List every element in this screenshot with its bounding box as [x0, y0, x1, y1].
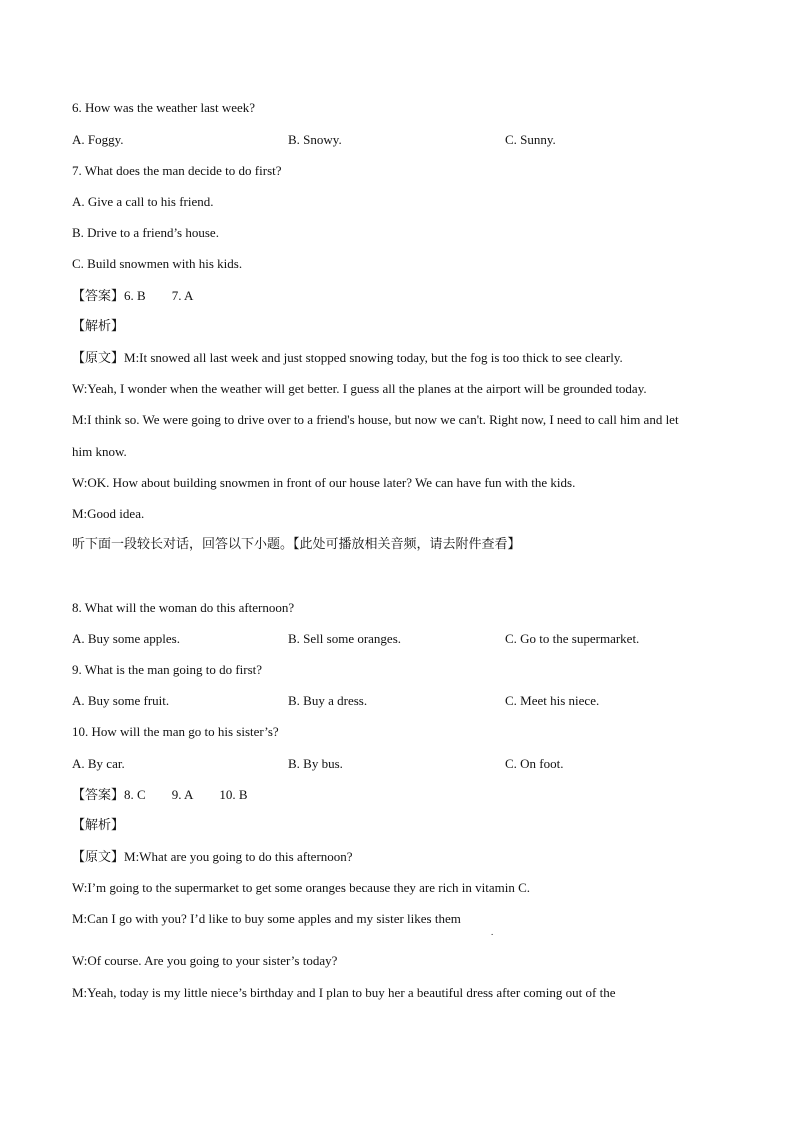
question-9: 9. What is the man going to do first?	[72, 662, 263, 677]
transcript-1-line-1	[72, 350, 623, 367]
analysis-tag-2: 【解析】	[72, 818, 125, 833]
stray-period: .	[491, 927, 494, 937]
q9-option-b: B. Buy a dress.	[288, 693, 368, 708]
q7-option-c: C. Build snowmen with his kids.	[72, 256, 243, 271]
answer-block-2	[72, 787, 248, 804]
q7-option-b: B. Drive to a friend’s house.	[72, 225, 219, 240]
transcript-2-line-5: M:Yeah, today is my little niece’s birthday and I plan to buy her a beautiful dress after coming out of the	[72, 985, 616, 1000]
transcript-tag: 【原文】	[72, 850, 125, 865]
transcript-1-line-5: W:OK. How about building snowmen in front of our house later? We can have fun with the kids.	[72, 475, 576, 490]
listening-instruction: 听下面一段较长对话，回答以下小题。【此处可播放相关音频，请去附件查看】	[72, 537, 521, 552]
answer-tag: 【答案】	[72, 788, 125, 803]
answer-tag: 【答案】	[72, 289, 125, 304]
q8-option-b: B. Sell some oranges.	[288, 631, 402, 646]
answer-item: 7. A	[171, 288, 194, 303]
question-7: 7. What does the man decide to do first?	[72, 163, 282, 178]
transcript-2-line-2: W:I’m going to the supermarket to get some oranges because they are rich in vitamin C.	[72, 880, 530, 895]
transcript-2-line-3: M:Can I go with you? I’d like to buy some apples and my sister likes them	[72, 911, 461, 926]
answer-item: 9. A	[171, 787, 194, 802]
transcript-2-line-1	[72, 849, 353, 866]
analysis-tag-1: 【解析】	[72, 319, 125, 334]
question-10: 10. How will the man go to his sister’s?	[72, 724, 279, 739]
q6-option-a: A. Foggy.	[72, 132, 124, 147]
q10-option-a: A. By car.	[72, 756, 125, 771]
answer-item: 8. C	[124, 787, 146, 802]
transcript-1-line-2: W:Yeah, I wonder when the weather will get better. I guess all the planes at the airport will be grounded today.	[72, 381, 647, 396]
answer-item: 10. B	[219, 787, 248, 802]
question-6: 6. How was the weather last week?	[72, 100, 256, 115]
answer-item: 6. B	[124, 288, 146, 303]
transcript-text: M:What are you going to do this afternoon?	[124, 849, 353, 864]
transcript-tag: 【原文】	[72, 351, 125, 366]
q6-option-b: B. Snowy.	[288, 132, 342, 147]
transcript-2-line-4: W:Of course. Are you going to your sister’s today?	[72, 953, 338, 968]
transcript-1-line-3: M:I think so. We were going to drive over to a friend's house, but now we can't. Right now, I need to call him and let	[72, 412, 679, 427]
transcript-1-line-4: him know.	[72, 444, 127, 459]
q10-option-b: B. By bus.	[288, 756, 343, 771]
question-8: 8. What will the woman do this afternoon?	[72, 600, 295, 615]
answer-block-1	[72, 288, 193, 305]
q8-option-c: C. Go to the supermarket.	[505, 631, 640, 646]
q9-option-a: A. Buy some fruit.	[72, 693, 170, 708]
q7-option-a: A. Give a call to his friend.	[72, 194, 214, 209]
transcript-text: M:It snowed all last week and just stopped snowing today, but the fog is too thick to see clearly.	[124, 350, 623, 365]
q10-option-c: C. On foot.	[505, 756, 564, 771]
transcript-1-line-6: M:Good idea.	[72, 506, 145, 521]
q8-option-a: A. Buy some apples.	[72, 631, 180, 646]
q6-option-c: C. Sunny.	[505, 132, 556, 147]
q9-option-c: C. Meet his niece.	[505, 693, 600, 708]
